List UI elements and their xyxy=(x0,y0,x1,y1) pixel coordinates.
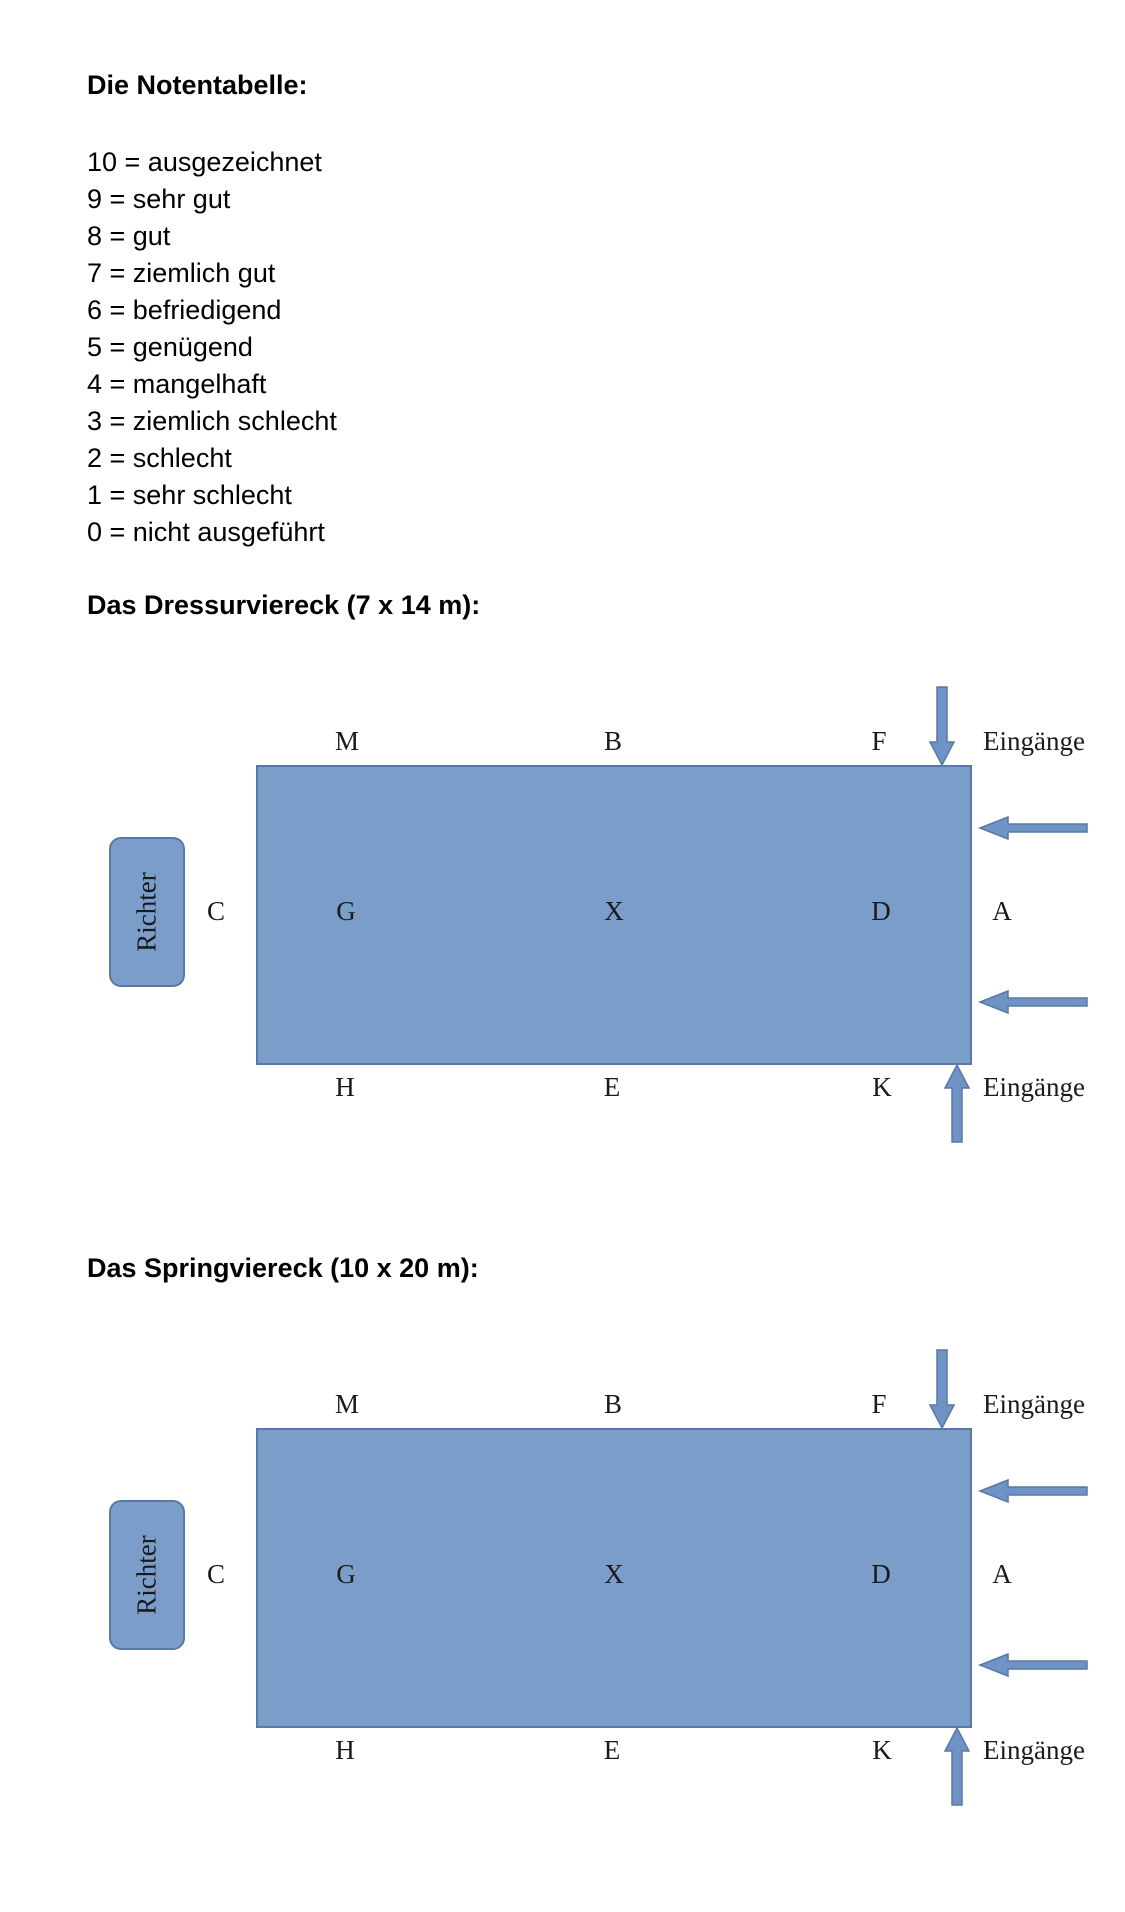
entrance-arrows xyxy=(0,680,1125,1160)
marker-b: B xyxy=(603,1389,623,1419)
marker-m: M xyxy=(334,1389,360,1419)
marker-c: C xyxy=(206,1559,226,1589)
entrances-label-bottom: Eingänge xyxy=(983,1072,1085,1102)
marker-k: K xyxy=(872,1072,892,1102)
grade-list xyxy=(87,144,337,551)
grade-item: 8 = gut xyxy=(87,221,171,251)
judge-label: Richter xyxy=(131,872,162,952)
marker-e: E xyxy=(603,1735,621,1765)
entrance-arrows xyxy=(0,1343,1125,1823)
arrow-left-icon xyxy=(980,1480,1087,1502)
marker-x: X xyxy=(604,896,624,926)
entrances-label-bottom: Eingänge xyxy=(983,1735,1085,1765)
marker-x: X xyxy=(604,1559,624,1589)
marker-g: G xyxy=(336,896,356,926)
marker-m: M xyxy=(334,726,360,756)
grade-item: 1 = sehr schlecht xyxy=(87,480,292,510)
arrow-left-icon xyxy=(980,991,1087,1013)
marker-f: F xyxy=(871,726,887,756)
marker-a: A xyxy=(992,896,1012,926)
arrow-up-icon xyxy=(945,1728,969,1805)
grades-heading: Die Notentabelle: xyxy=(87,70,308,100)
grade-item: 5 = genügend xyxy=(87,332,253,362)
dressage-arena-diagram xyxy=(0,680,1125,1160)
arrow-down-icon xyxy=(930,687,954,765)
arrow-left-icon xyxy=(980,817,1087,839)
marker-d: D xyxy=(871,1559,891,1589)
marker-h: H xyxy=(335,1072,355,1102)
judge-label: Richter xyxy=(131,1535,162,1615)
grade-item: 7 = ziemlich gut xyxy=(87,258,276,288)
arrow-up-icon xyxy=(945,1065,969,1142)
grade-item: 10 = ausgezeichnet xyxy=(87,147,322,177)
grade-item: 2 = schlecht xyxy=(87,443,232,473)
dressage-arena-heading: Das Dressurviereck (7 x 14 m): xyxy=(87,590,481,620)
marker-d: D xyxy=(871,896,891,926)
grade-item: 9 = sehr gut xyxy=(87,184,231,214)
marker-h: H xyxy=(335,1735,355,1765)
marker-c: C xyxy=(206,896,226,926)
arrow-down-icon xyxy=(930,1350,954,1428)
entrances-label-top: Eingänge xyxy=(983,1389,1085,1419)
grade-item: 4 = mangelhaft xyxy=(87,369,267,399)
marker-b: B xyxy=(603,726,623,756)
grade-item: 6 = befriedigend xyxy=(87,295,282,325)
marker-a: A xyxy=(992,1559,1012,1589)
marker-k: K xyxy=(872,1735,892,1765)
jumping-arena-heading: Das Springviereck (10 x 20 m): xyxy=(87,1253,479,1283)
grade-item: 0 = nicht ausgeführt xyxy=(87,517,325,547)
marker-f: F xyxy=(871,1389,887,1419)
marker-e: E xyxy=(603,1072,621,1102)
grade-item: 3 = ziemlich schlecht xyxy=(87,406,337,436)
arrow-left-icon xyxy=(980,1654,1087,1676)
entrances-label-top: Eingänge xyxy=(983,726,1085,756)
jumping-arena-diagram xyxy=(0,1343,1125,1823)
marker-g: G xyxy=(336,1559,356,1589)
